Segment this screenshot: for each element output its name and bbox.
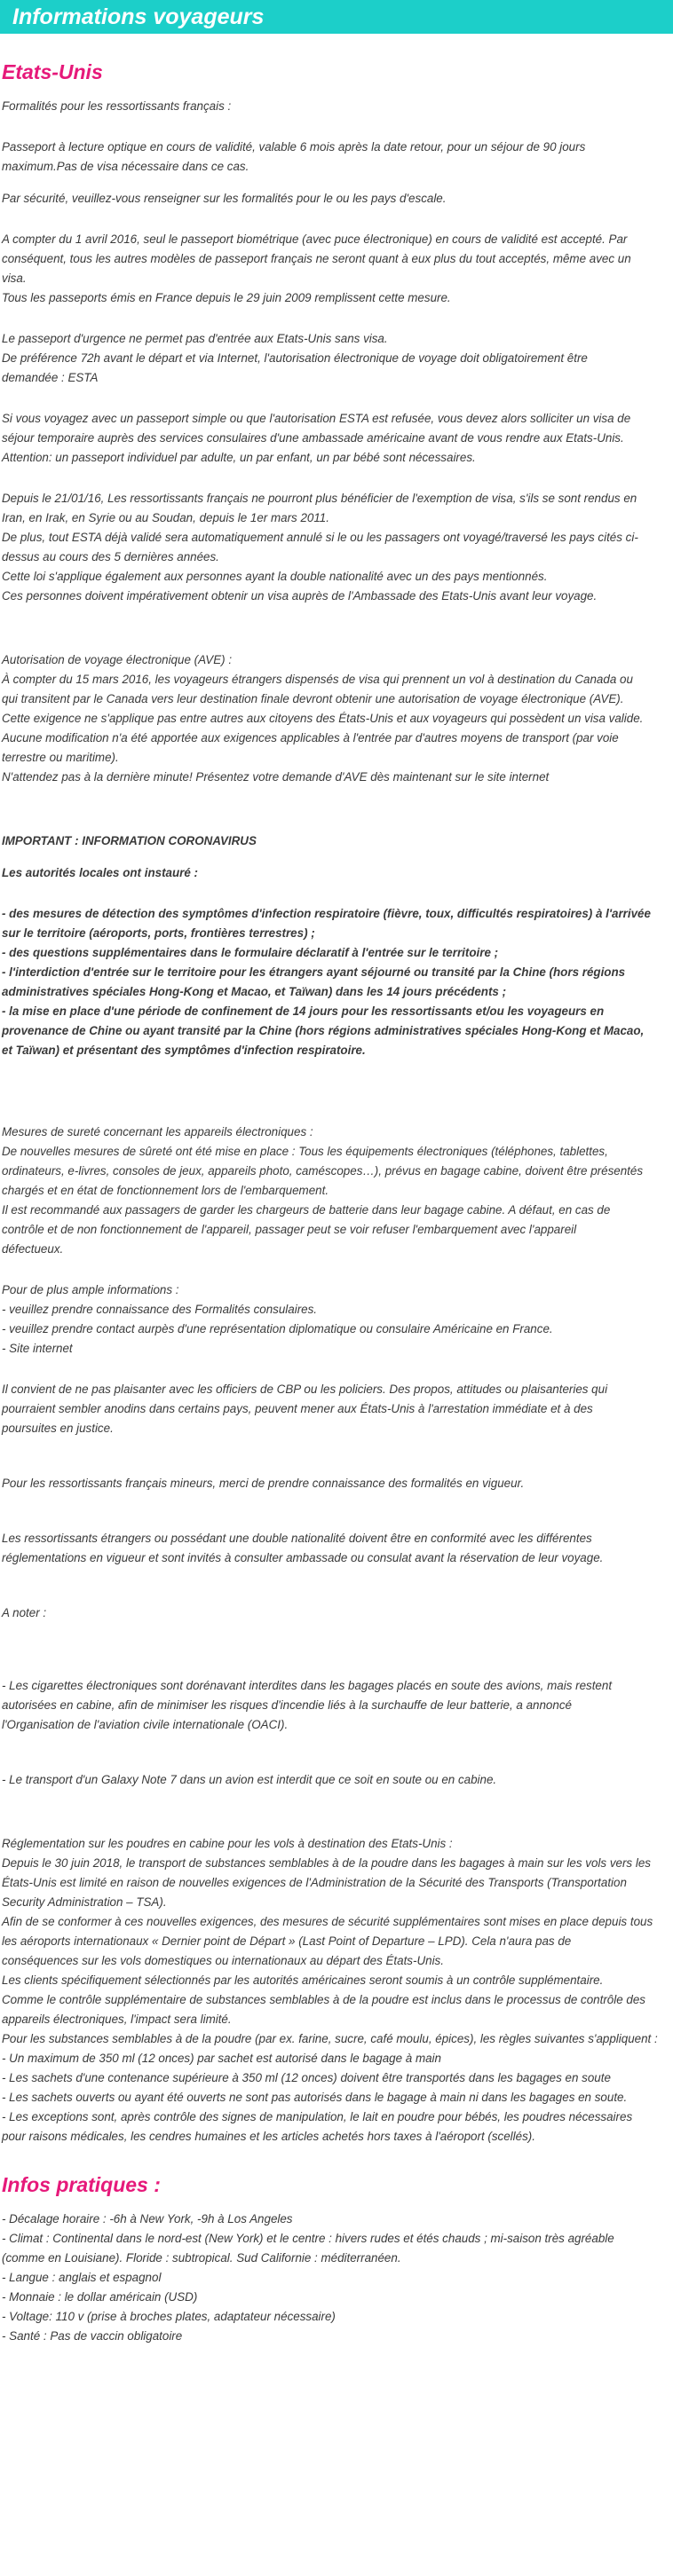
text-line: maximum.Pas de visa nécessaire dans ce cas. xyxy=(2,160,249,173)
section-heading-infos: Infos pratiques : xyxy=(2,2173,161,2196)
text-line: À compter du 15 mars 2016, les voyageurs étrangers dispensés de visa qui prennent un vol à destination du Canada ou xyxy=(2,673,633,686)
text-line: l'Organisation de l'aviation civile internationale (OACI). xyxy=(2,1718,289,1731)
header-banner xyxy=(0,0,673,34)
text-line: - veuillez prendre connaissance des Formalités consulaires. xyxy=(2,1303,318,1316)
text-line: Attention: un passeport individuel par adulte, un par enfant, un par bébé sont nécessaires. xyxy=(2,451,476,464)
text-line: - Les sachets ouverts ou ayant été ouverts ne sont pas autorisés dans le bagage à main ni dans les bagages en soute. xyxy=(2,2091,628,2104)
coronavirus-item: - des mesures de détection des symptômes d'infection respiratoire (fièvre, toux, difficultés respiratoires) à l'arrivée xyxy=(2,907,651,920)
coronavirus-item: - des questions supplémentaires dans le formulaire déclaratif à l'entrée sur le territoire ; xyxy=(2,946,499,959)
formalities-intro: Formalités pour les ressortissants français : xyxy=(2,99,232,113)
text-line: séjour temporaire auprès des services consulaires d'une ambassade américaine avant de vous rendre aux Etats-Unis. xyxy=(2,431,624,445)
text-line: poursuites en justice. xyxy=(2,1422,114,1435)
text-line: Les clients spécifiquement sélectionnés par les autorités américaines seront soumis à un contrôle supplémentaire. xyxy=(2,1973,604,1987)
text-line: Depuis le 30 juin 2018, le transport de substances semblables à de la poudre dans les bagages à main sur les vols vers les xyxy=(2,1856,651,1870)
text-line: Si vous voyagez avec un passeport simple ou que l'autorisation ESTA est refusée, vous devez alors solliciter un visa de xyxy=(2,412,631,425)
coronavirus-intro: Les autorités locales ont instauré : xyxy=(2,866,199,879)
text-line: autorisées en cabine, afin de minimiser les risques d'incendie liés à la surchauffe de leur batterie, a annoncé xyxy=(2,1698,572,1712)
text-line: - Les exceptions sont, après contrôle des signes de manipulation, le lait en poudre pour bébés, les poudres nécessaires xyxy=(2,2110,633,2123)
page-title: Informations voyageurs xyxy=(12,4,265,29)
text-line: - Les cigarettes électroniques sont dorénavant interdites dans les bagages placés en soute des avions, mais restent xyxy=(2,1679,613,1692)
text-line: - Un maximum de 350 ml (12 onces) par sachet est autorisé dans le bagage à main xyxy=(2,2052,441,2065)
text-line: Aucune modification n'a été apportée aux exigences applicables à l'entrée par d'autres moyens de transport (par voie xyxy=(2,731,619,744)
text-line: Le passeport d'urgence ne permet pas d'entrée aux Etats-Unis sans visa. xyxy=(2,332,388,345)
info-item: - Monnaie : le dollar américain (USD) xyxy=(2,2290,198,2304)
text-line: Tous les passeports émis en France depuis le 29 juin 2009 remplissent cette mesure. xyxy=(2,291,451,304)
text-line: conséquent, tous les autres modèles de passeport français ne seront quant à eux plus du tout acceptés, même avec un xyxy=(2,252,631,265)
coronavirus-item: provenance de Chine ou ayant transité par la Chine (hors régions administratives spéciales Hong-Kong et Macao, xyxy=(2,1024,645,1037)
text-line: - Site internet xyxy=(2,1342,73,1355)
text-line: A compter du 1 avril 2016, seul le passeport biométrique (avec puce électronique) en cours de validité est accepté. Par xyxy=(2,232,628,246)
text-line: N'attendez pas à la dernière minute! Présentez votre demande d'AVE dès maintenant sur le site internet xyxy=(2,770,550,784)
text-line: Pour de plus ample informations : xyxy=(2,1283,179,1296)
text-line: chargés et en état de fonctionnement lors de l'embarquement. xyxy=(2,1184,329,1197)
text-line: Pour les ressortissants français mineurs, merci de prendre connaissance des formalités en vigueur. xyxy=(2,1477,525,1490)
text-line: Cette loi s'applique également aux personnes ayant la double nationalité avec un des pays mentionnés. xyxy=(2,570,548,583)
text-line: États-Unis est limité en raison de nouvelles exigences de l'Administration de la Sécurité des Transports (Transportation xyxy=(2,1876,627,1889)
text-line: Pour les substances semblables à de la poudre (par ex. farine, sucre, café moulu, épices), les règles suivantes s'appliquent : xyxy=(2,2032,658,2045)
text-line: A noter : xyxy=(2,1606,47,1619)
info-item: - Climat : Continental dans le nord-est (New York) et le centre : hivers rudes et étés chauds ; mi-saison très agréable xyxy=(2,2232,614,2245)
coronavirus-item: - la mise en place d'une période de confinement de 14 jours pour les ressortissants et/ou les voyageurs en xyxy=(2,1004,605,1018)
text-line: De plus, tout ESTA déjà validé sera automatiquement annulé si le ou les passagers ont voyagé/traversé les pays cités ci- xyxy=(2,531,638,544)
text-line: - Les sachets d'une contenance supérieure à 350 ml (12 onces) doivent être transportés dans les bagages en soute xyxy=(2,2071,611,2084)
text-line: Ces personnes doivent impérativement obtenir un visa auprès de l'Ambassade des Etats-Unis avant leur voyage. xyxy=(2,589,598,603)
text-line: les aéroports internationaux « Dernier point de Départ » (Last Point of Departure – LPD). Cela n'aura pas de xyxy=(2,1934,572,1948)
text-line: Mesures de sureté concernant les appareils électroniques : xyxy=(2,1125,313,1138)
text-line: Iran, en Irak, en Syrie ou au Soudan, depuis le 1er mars 2011. xyxy=(2,511,329,524)
text-line: Réglementation sur les poudres en cabine pour les vols à destination des Etats-Unis : xyxy=(2,1837,453,1850)
text-line: conséquences sur les vols domestiques ou internationaux au départ des États-Unis. xyxy=(2,1954,444,1967)
coronavirus-item: et Taïwan) et présentant des symptômes d'infection respiratoire. xyxy=(2,1044,366,1057)
main-content xyxy=(0,60,673,2346)
text-line: Autorisation de voyage électronique (AVE) : xyxy=(2,653,233,666)
coronavirus-item: sur le territoire (aéroports, ports, frontières terrestres) ; xyxy=(2,926,315,940)
text-line: De nouvelles mesures de sûreté ont été mise en place : Tous les équipements électroniques (téléphones, tablettes, xyxy=(2,1145,608,1158)
text-line: ordinateurs, e-livres, consoles de jeux, appareils photo, caméscopes…), prévus en bagage cabine, doivent être présentés xyxy=(2,1164,644,1178)
text-line: Il convient de ne pas plaisanter avec les officiers de CBP ou les policiers. Des propos, attitudes ou plaisanteries qui xyxy=(2,1383,608,1396)
info-item: - Langue : anglais et espagnol xyxy=(2,2271,162,2284)
info-item: - Voltage: 110 v (prise à broches plates, adaptateur nécessaire) xyxy=(2,2310,336,2323)
text-line: défectueux. xyxy=(2,1242,64,1256)
text-line: - veuillez prendre contact aurpès d'une représentation diplomatique ou consulaire Américaine en France. xyxy=(2,1322,553,1335)
text-line: Afin de se conformer à ces nouvelles exigences, des mesures de sécurité supplémentaires sont mises en place depuis tous xyxy=(2,1915,653,1928)
text-line: Security Administration – TSA). xyxy=(2,1895,167,1909)
text-line: terrestre ou maritime). xyxy=(2,751,119,764)
text-line: visa. xyxy=(2,272,27,285)
coronavirus-item: - l'interdiction d'entrée sur le territoire pour les étrangers ayant séjourné ou transité par la Chine (hors régions xyxy=(2,965,626,979)
text-line: Il est recommandé aux passagers de garder les chargeurs de batterie dans leur bagage cabine. A défaut, en cas de xyxy=(2,1203,611,1217)
text-line: Cette exigence ne s'applique pas entre autres aux citoyens des États-Unis et aux voyageurs qui possèdent un visa valide. xyxy=(2,712,644,725)
info-item: (comme en Louisiane). Floride : subtropical. Sud Californie : méditerranéen. xyxy=(2,2251,401,2265)
info-item: - Décalage horaire : -6h à New York, -9h à Los Angeles xyxy=(2,2212,293,2225)
text-line: Par sécurité, veuillez-vous renseigner sur les formalités pour le ou les pays d'escale. xyxy=(2,192,447,205)
text-line: pour raisons médicales, les cendres humaines et les articles achetés hors taxes à l'aéroport (scellés). xyxy=(2,2130,535,2143)
text-line: qui transitent par le Canada vers leur destination finale devront obtenir une autorisation de voyage électronique (AVE). xyxy=(2,692,624,705)
section-heading-usa: Etats-Unis xyxy=(2,60,103,83)
text-line: - Le transport d'un Galaxy Note 7 dans un avion est interdit que ce soit en soute ou en cabine. xyxy=(2,1773,497,1786)
text-line: dessus au cours des 5 dernières années. xyxy=(2,550,219,563)
text-line: Comme le contrôle supplémentaire de substances semblables à de la poudre est inclus dans le processus de contrôle des xyxy=(2,1993,645,2006)
text-line: Passeport à lecture optique en cours de validité, valable 6 mois après la date retour, pour un séjour de 90 jours xyxy=(2,140,586,154)
text-line: De préférence 72h avant le départ et via Internet, l'autorisation électronique de voyage doit obligatoirement être xyxy=(2,351,588,365)
coronavirus-title: IMPORTANT : INFORMATION CORONAVIRUS xyxy=(2,834,257,847)
text-line: appareils électroniques, l'impact sera limité. xyxy=(2,2013,232,2026)
text-line: Depuis le 21/01/16, Les ressortissants français ne pourront plus bénéficier de l'exemption de visa, s'ils se sont rendus en xyxy=(2,492,637,505)
info-item: - Santé : Pas de vaccin obligatoire xyxy=(2,2329,183,2343)
coronavirus-item: administratives spéciales Hong-Kong et Macao, et Taïwan) dans les 14 jours précédents ; xyxy=(2,985,507,998)
text-line: demandée : ESTA xyxy=(2,371,99,384)
text-line: réglementations en vigueur et sont invités à consulter ambassade ou consulat avant la réservation de leur voyage. xyxy=(2,1551,604,1564)
text-line: Les ressortissants étrangers ou possédant une double nationalité doivent être en conformité avec les différentes xyxy=(2,1532,592,1545)
text-line: pourraient sembler anodins dans certains pays, peuvent mener aux États-Unis à l'arrestation immédiate et à des xyxy=(2,1402,593,1415)
text-line: contrôle et de non fonctionnement de l'appareil, passager peut se voir refuser l'embarquement avec l'appareil xyxy=(2,1223,577,1236)
